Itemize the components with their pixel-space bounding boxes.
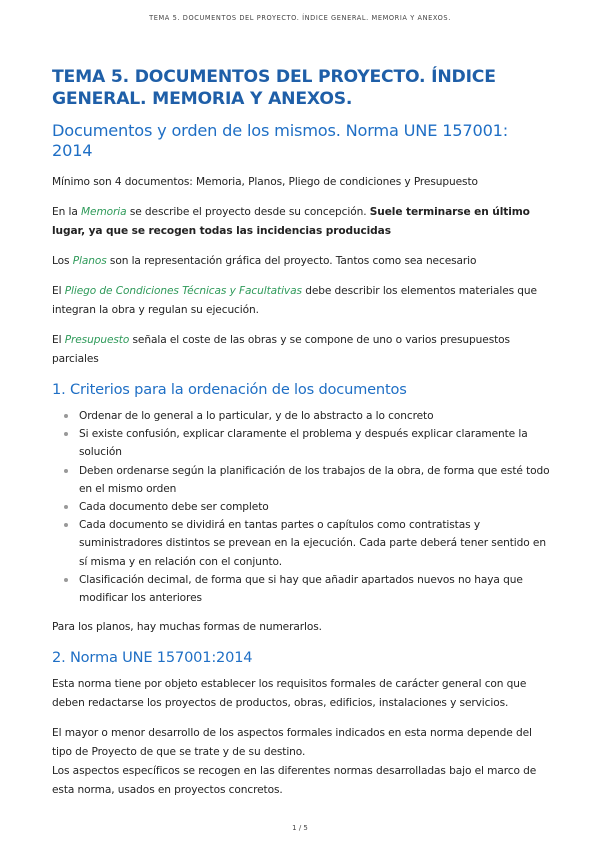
- section1-heading: 1. Criterios para la ordenación de los documentos: [52, 381, 407, 398]
- bullet-icon: [64, 505, 68, 509]
- document-title: TEMA 5. DOCUMENTOS DEL PROYECTO. ÍNDICE GENERAL. MEMORIA Y ANEXOS.: [52, 67, 496, 109]
- memoria-term: Memoria: [80, 206, 127, 218]
- bullet-icon: [64, 432, 68, 436]
- list-item-text: Cada documento se dividirá en tantas partes o capítulos como contratistas y suministradores distintos se prevean en la ejecución. Cada parte deberá tener sentido en sí misma y en relación con el conjunto.: [79, 519, 546, 568]
- bullet-icon: [64, 578, 68, 582]
- memoria-mid: se describe el proyecto desde su concepción.: [126, 206, 370, 218]
- section-heading: Documentos y orden de los mismos. Norma UNE 157001: 2014: [52, 121, 509, 160]
- norma-paragraph-3: Los aspectos específicos se recogen en las diferentes normas desarrolladas bajo el marco de esta norma, usados en proyectos concretos.: [52, 765, 537, 797]
- planos-numbering-note: Para los planos, hay muchas formas de numerarlos.: [52, 621, 322, 634]
- presupuesto-pre: El: [52, 334, 65, 346]
- presupuesto-paragraph: [52, 331, 550, 369]
- list-item: [52, 571, 550, 607]
- page-content: [52, 66, 550, 811]
- list-item: [52, 407, 550, 425]
- list-item-text: Si existe confusión, explicar claramente el problema y después explicar claramente la solución: [79, 428, 528, 459]
- pliego-paragraph: [52, 282, 550, 320]
- running-header: TEMA 5. DOCUMENTOS DEL PROYECTO. ÍNDICE GENERAL. MEMORIA Y ANEXOS.: [149, 14, 451, 22]
- planos-paragraph: [52, 252, 550, 271]
- section2-heading: 2. Norma UNE 157001:2014: [52, 649, 253, 667]
- planos-term: Planos: [72, 255, 107, 267]
- memoria-pre: En la: [52, 206, 81, 218]
- norma-paragraph-1: Esta norma tiene por objeto establecer los requisitos formales de carácter general con que deben redactarse los proyectos de productos, obras, edificios, instalaciones y servicios.: [52, 678, 527, 710]
- planos-pre: Los: [52, 255, 73, 267]
- norma-paragraph-2: El mayor o menor desarrollo de los aspectos formales indicados en esta norma depende del tipo de Proyecto de que se trate y de su destino.: [52, 727, 532, 759]
- list-item: [52, 462, 550, 498]
- presupuesto-term: Presupuesto: [64, 334, 130, 346]
- bullet-icon: [64, 414, 68, 418]
- pliego-pre: El: [52, 285, 65, 297]
- pliego-term: Pliego de Condiciones Técnicas y Facultativas: [64, 285, 302, 297]
- presupuesto-post: señala el coste de las obras y se compone de uno o varios presupuestos parciales: [52, 334, 510, 365]
- list-item-text: Cada documento debe ser completo: [79, 501, 269, 514]
- list-item: [52, 516, 550, 571]
- bullet-icon: [64, 523, 68, 527]
- list-item: [52, 425, 550, 461]
- memoria-bold: Suele terminarse en último lugar, ya que se recogen todas las incidencias producidas: [52, 206, 530, 237]
- list-item-text: Deben ordenarse según la planificación de los trabajos de la obra, de forma que esté todo en el mismo orden: [79, 464, 550, 495]
- bullet-icon: [64, 469, 68, 473]
- intro-paragraph: Mínimo son 4 documentos: Memoria, Planos, Pliego de condiciones y Presupuesto: [52, 176, 478, 188]
- list-item-text: Ordenar de lo general a lo particular, y de lo abstracto a lo concreto: [79, 410, 434, 422]
- list-item-text: Clasificación decimal, de forma que si hay que añadir apartados nuevos no haya que modificar los anteriores: [79, 573, 523, 605]
- planos-post: son la representación gráfica del proyecto. Tantos como sea necesario: [106, 255, 477, 267]
- pliego-post: debe describir los elementos materiales que integran la obra y regulan su ejecución.: [52, 285, 537, 316]
- list-item: [52, 498, 550, 516]
- criteria-list: [52, 407, 550, 607]
- memoria-paragraph: [52, 203, 550, 241]
- page-number: 1 / 5: [292, 824, 308, 832]
